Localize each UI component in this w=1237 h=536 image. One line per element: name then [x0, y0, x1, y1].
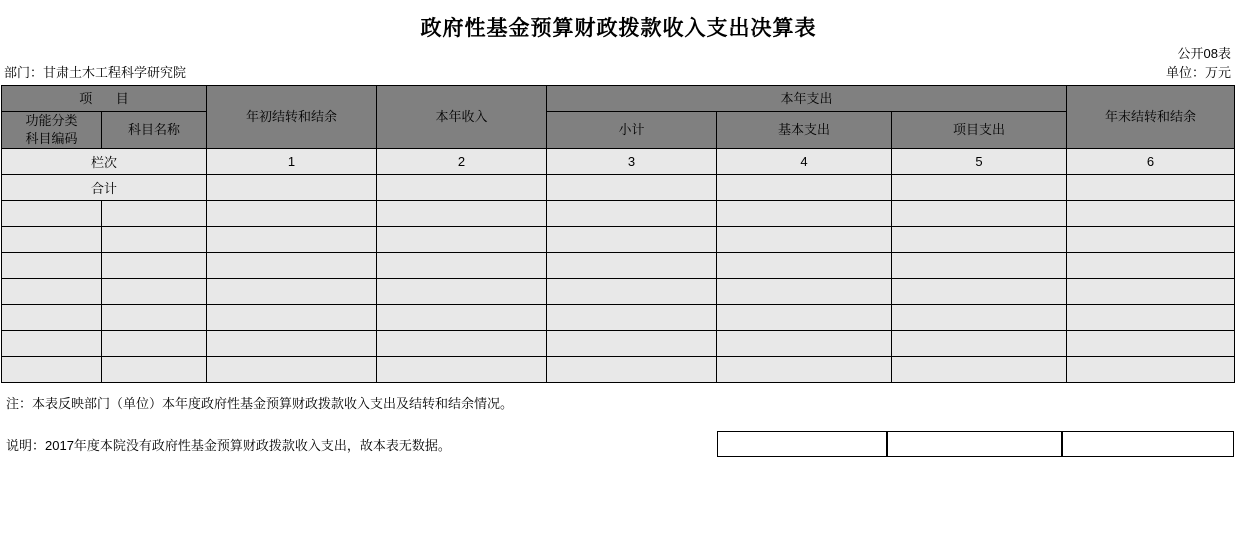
- form-code: 公开08表: [1177, 46, 1231, 61]
- total-value-5: [892, 175, 1067, 201]
- header-project-expense: 项目支出: [892, 112, 1067, 149]
- cell-basic-expense: [717, 201, 892, 227]
- cell-subtotal: [547, 357, 717, 383]
- cell-subtotal: [547, 201, 717, 227]
- notes-block: [0, 383, 1237, 429]
- header-functional-code: [2, 112, 102, 149]
- cell-basic-expense: [717, 305, 892, 331]
- cell-project-expense: [892, 357, 1067, 383]
- cell-basic-expense: [717, 279, 892, 305]
- footer-cell-3: [1062, 431, 1234, 457]
- cell-subject-name: [102, 279, 207, 305]
- total-value-1: [207, 175, 377, 201]
- lane-number-2: 2: [377, 149, 547, 175]
- cell-subtotal: [547, 253, 717, 279]
- footer-strip: [0, 431, 1237, 457]
- lane-row: [2, 149, 1235, 175]
- cell-functional-code: [2, 201, 102, 227]
- cell-begin-balance: [207, 227, 377, 253]
- header-end-balance: 年末结转和结余: [1067, 86, 1235, 149]
- cell-project-expense: [892, 305, 1067, 331]
- table-header-row-1: [2, 86, 1235, 112]
- cell-begin-balance: [207, 201, 377, 227]
- lane-number-3: 3: [547, 149, 717, 175]
- cell-basic-expense: [717, 253, 892, 279]
- cell-functional-code: [2, 331, 102, 357]
- total-row-label: 合计: [2, 175, 207, 201]
- cell-functional-code: [2, 253, 102, 279]
- cell-end-balance: [1067, 227, 1235, 253]
- header-functional-code-line1: 功能分类: [25, 113, 78, 128]
- cell-begin-balance: [207, 331, 377, 357]
- cell-basic-expense: [717, 331, 892, 357]
- cell-subject-name: [102, 331, 207, 357]
- unit-label: 单位：万元: [1165, 65, 1231, 80]
- total-row: [2, 175, 1235, 201]
- table-row: [2, 201, 1235, 227]
- cell-functional-code: [2, 357, 102, 383]
- header-year-expense-group: 本年支出: [547, 86, 1067, 112]
- cell-end-balance: [1067, 279, 1235, 305]
- header-subtotal: 小计: [547, 112, 717, 149]
- cell-project-expense: [892, 279, 1067, 305]
- header-functional-code-line2: 科目编码: [25, 131, 78, 146]
- cell-year-income: [377, 201, 547, 227]
- cell-begin-balance: [207, 279, 377, 305]
- cell-end-balance: [1067, 201, 1235, 227]
- cell-project-expense: [892, 253, 1067, 279]
- cell-project-expense: [892, 227, 1067, 253]
- meta-row: [0, 64, 1237, 85]
- total-value-4: [717, 175, 892, 201]
- header-basic-expense: 基本支出: [717, 112, 892, 149]
- cell-year-income: [377, 305, 547, 331]
- cell-end-balance: [1067, 253, 1235, 279]
- cell-subtotal: [547, 305, 717, 331]
- cell-functional-code: [2, 305, 102, 331]
- cell-begin-balance: [207, 253, 377, 279]
- cell-project-expense: [892, 201, 1067, 227]
- table-header-row-2: [2, 112, 1235, 149]
- cell-subject-name: [102, 357, 207, 383]
- table-row: [2, 357, 1235, 383]
- cell-basic-expense: [717, 357, 892, 383]
- table-row: [2, 305, 1235, 331]
- cell-subject-name: [102, 201, 207, 227]
- cell-subject-name: [102, 227, 207, 253]
- cell-basic-expense: [717, 227, 892, 253]
- lane-number-1: 1: [207, 149, 377, 175]
- cell-functional-code: [2, 227, 102, 253]
- header-subject-name: 科目名称: [102, 112, 207, 149]
- footer-cell-1: [717, 431, 887, 457]
- cell-year-income: [377, 253, 547, 279]
- budget-table: [1, 85, 1235, 383]
- cell-year-income: [377, 331, 547, 357]
- cell-project-expense: [892, 331, 1067, 357]
- cell-end-balance: [1067, 357, 1235, 383]
- table-row: [2, 227, 1235, 253]
- cell-subtotal: [547, 227, 717, 253]
- cell-year-income: [377, 357, 547, 383]
- cell-subtotal: [547, 279, 717, 305]
- header-year-income: 本年收入: [377, 86, 547, 149]
- explanation-text: 说明：2017年度本院没有政府性基金预算财政拨款收入支出，故本表无数据。: [6, 438, 451, 453]
- lane-row-label: 栏次: [2, 149, 207, 175]
- cell-end-balance: [1067, 305, 1235, 331]
- page-title: 政府性基金预算财政拨款收入支出决算表: [420, 17, 817, 40]
- table-row: [2, 331, 1235, 357]
- lane-number-4: 4: [717, 149, 892, 175]
- total-value-2: [377, 175, 547, 201]
- cell-year-income: [377, 279, 547, 305]
- cell-subtotal: [547, 331, 717, 357]
- cell-subject-name: [102, 253, 207, 279]
- header-item-group-label: 项 目: [79, 90, 139, 106]
- footer-cell-2: [887, 431, 1062, 457]
- cell-end-balance: [1067, 331, 1235, 357]
- total-value-6: [1067, 175, 1235, 201]
- total-value-3: [547, 175, 717, 201]
- header-begin-balance: 年初结转和结余: [207, 86, 377, 149]
- lane-number-5: 5: [892, 149, 1067, 175]
- note-text: 注：本表反映部门（单位）本年度政府性基金预算财政拨款收入支出及结转和结余情况。: [6, 396, 514, 411]
- table-row: [2, 253, 1235, 279]
- lane-number-6: 6: [1067, 149, 1235, 175]
- department-label: 部门：甘肃土木工程科学研究院: [4, 65, 187, 80]
- cell-year-income: [377, 227, 547, 253]
- cell-begin-balance: [207, 357, 377, 383]
- cell-subject-name: [102, 305, 207, 331]
- cell-begin-balance: [207, 305, 377, 331]
- header-item-group: [2, 86, 207, 112]
- table-row: [2, 279, 1235, 305]
- cell-functional-code: [2, 279, 102, 305]
